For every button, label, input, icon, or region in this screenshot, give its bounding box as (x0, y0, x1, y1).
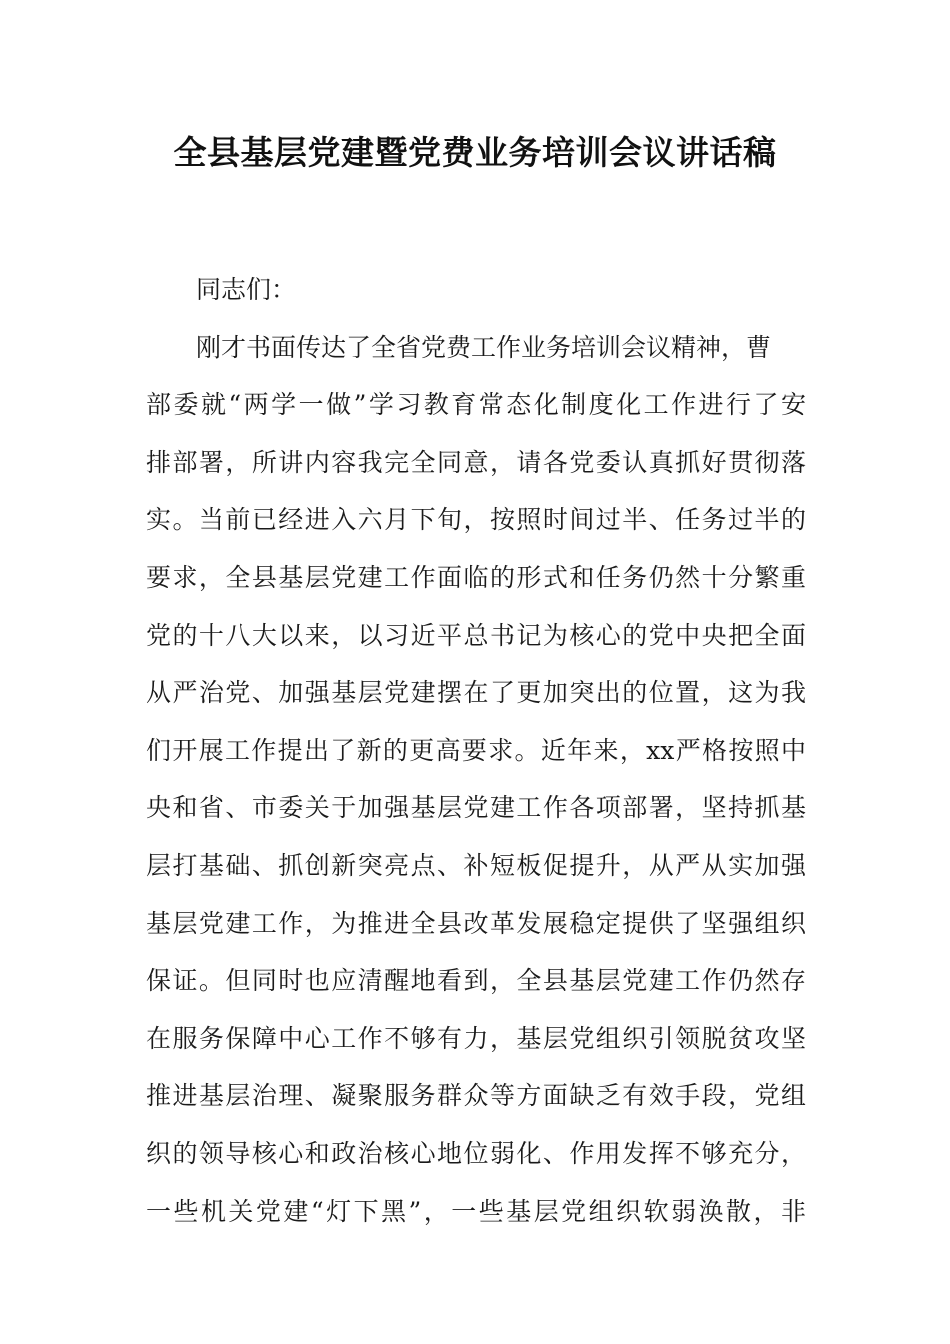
paragraph-line: 部委就“两学一做”学习教育常态化制度化工作进行了安 (146, 390, 806, 420)
paragraph-line: 刚才书面传达了全省党费工作业务培训会议精神，曹 (196, 332, 772, 362)
paragraph-line: 织的领导核心和政治核心地位弱化、作用发挥不够充分， (146, 1138, 806, 1168)
paragraph-line: 排部署，所讲内容我完全同意，请各党委认真抓好贯彻落 (146, 447, 806, 477)
salutation: 同志们： (196, 275, 297, 304)
paragraph-line: 基层党建工作，为推进全县改革发展稳定提供了坚强组织 (146, 908, 806, 938)
paragraph-line: 从严治党、加强基层党建摆在了更加突出的位置，这为我 (146, 678, 806, 708)
paragraph-line: 推进基层治理、凝聚服务群众等方面缺乏有效手段，党组 (146, 1081, 806, 1111)
document-title: 全县基层党建暨党费业务培训会议讲话稿 (173, 133, 777, 172)
paragraph-line: 党的十八大以来，以习近平总书记为核心的党中央把全面 (146, 620, 806, 650)
paragraph-line: 保证。但同时也应清醒地看到，全县基层党建工作仍然存 (146, 966, 806, 996)
paragraph-line: 层打基础、抓创新突亮点、补短板促提升，从严从实加强 (146, 850, 806, 880)
document-body (146, 261, 806, 1240)
paragraph-line: 实。当前已经进入六月下旬，按照时间过半、任务过半的 (146, 505, 806, 535)
paragraph-line: 一些机关党建“灯下黑”，一些基层党组织软弱涣散，非 (146, 1196, 806, 1226)
paragraph-line: 央和省、市委关于加强基层党建工作各项部署，坚持抓基 (146, 793, 806, 823)
paragraph-line: 要求，全县基层党建工作面临的形式和任务仍然十分繁重 (146, 562, 806, 592)
paragraph-line: 们开展工作提出了新的更高要求。近年来，xx严格按照中 (146, 735, 806, 765)
paragraph-line: 在服务保障中心工作不够有力，基层党组织引领脱贫攻坚 (146, 1023, 806, 1053)
